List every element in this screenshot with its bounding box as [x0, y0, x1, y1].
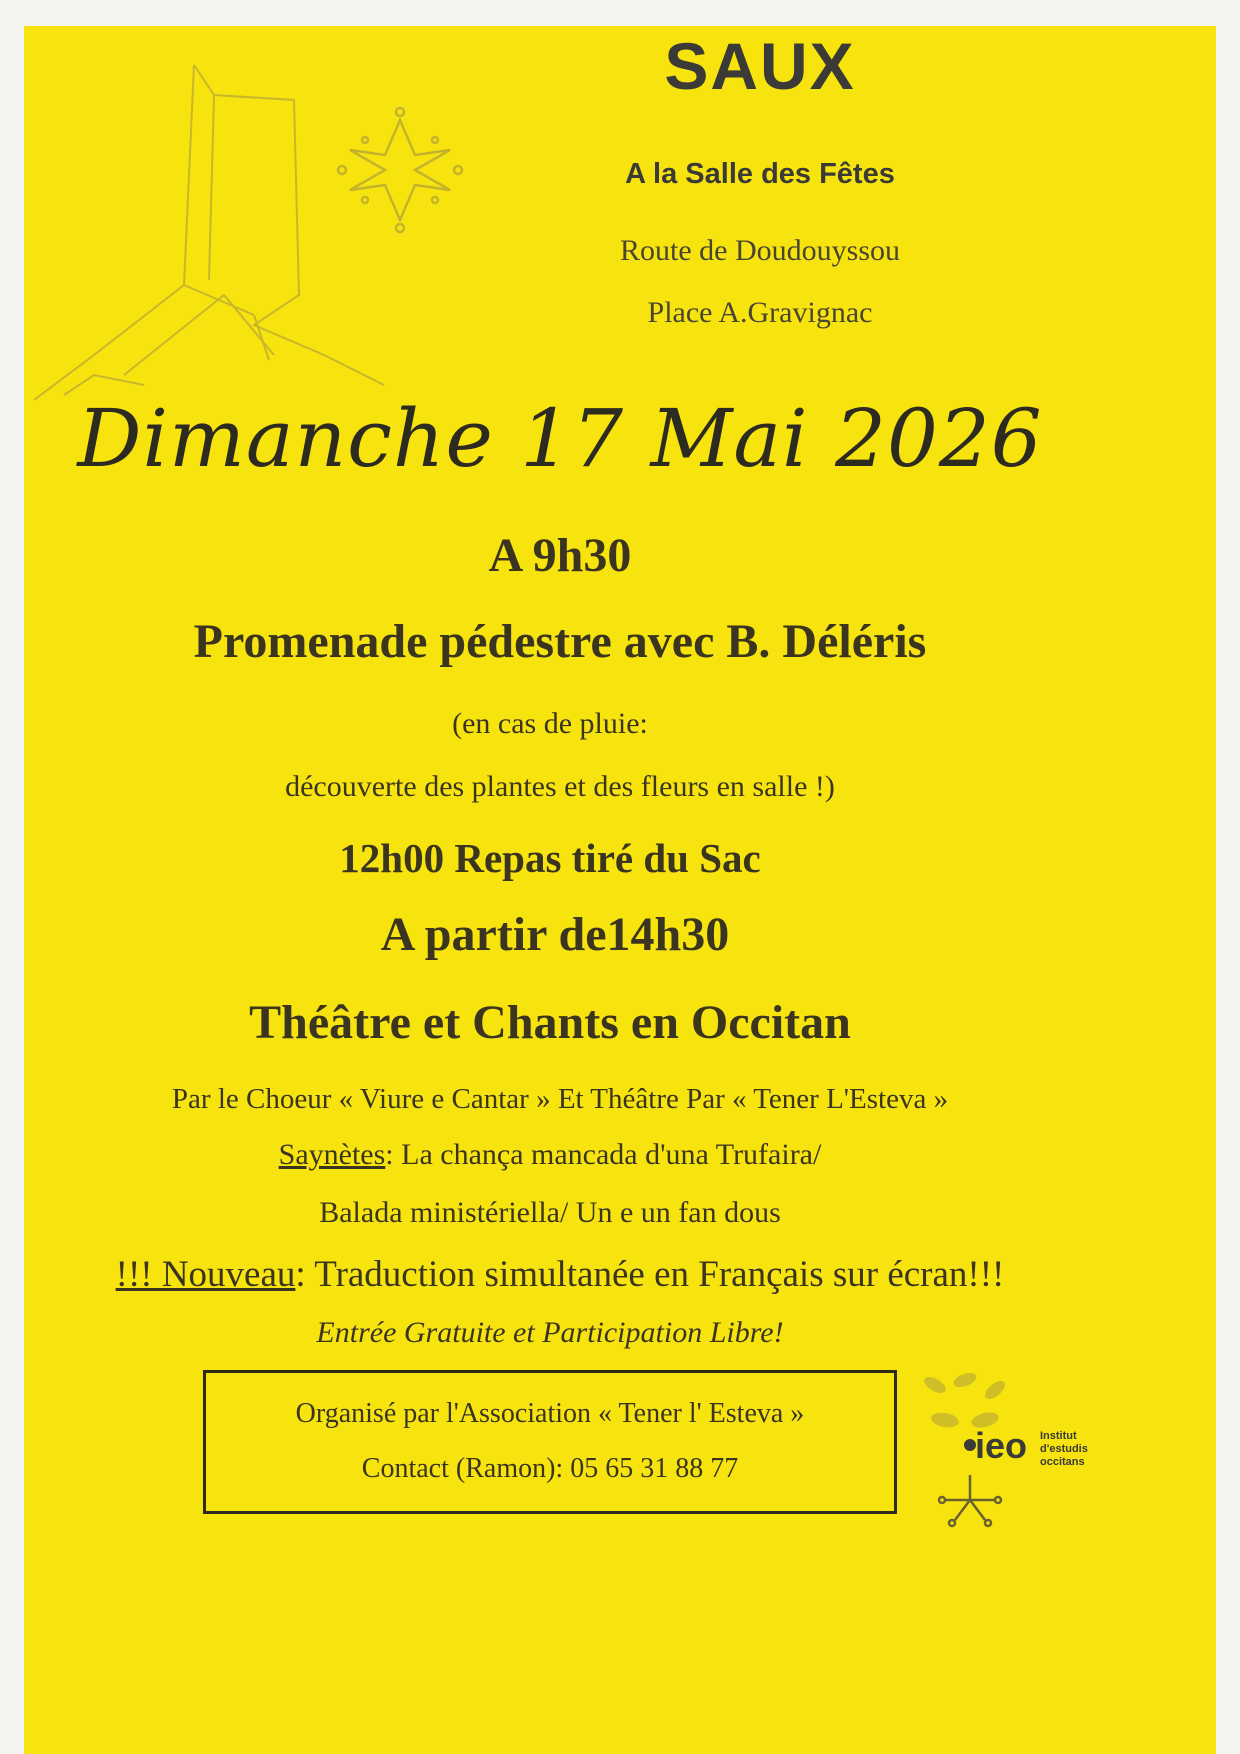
ieo-abbreviation: ieo	[975, 1425, 1028, 1466]
organizer-box	[203, 1370, 897, 1514]
saynetes-line-1	[150, 1138, 950, 1172]
morning-time: A 9h30	[488, 529, 632, 582]
walk-activity: Promenade pédestre avec B. Déléris	[193, 615, 927, 668]
address-line-1: Route de Doudouyssou	[620, 234, 900, 267]
ieo-name-line-3: occitans	[1040, 1456, 1085, 1468]
new-feature-line	[30, 1253, 1090, 1296]
event-date: Dimanche 17 Mai 2026	[77, 392, 1043, 485]
saynetes-label: Saynètes	[278, 1138, 386, 1171]
organizer-line: Organisé par l'Association « Tener l' Esteva »	[295, 1398, 805, 1429]
new-feature-text: : Traduction simultanée en Français sur écran!!!	[295, 1254, 1005, 1295]
ieo-name-line-2: d'estudis	[1040, 1443, 1088, 1455]
contact-line: Contact (Ramon): 05 65 31 88 77	[361, 1453, 739, 1484]
town-title: SAUX	[664, 29, 856, 103]
occitan-cross-icon	[330, 100, 470, 240]
show-title: Théâtre et Chants en Occitan	[249, 996, 851, 1049]
address-line-2: Place A.Gravignac	[647, 296, 873, 329]
lunch-line: 12h00 Repas tiré du Sac	[339, 835, 761, 881]
new-label: !!! Nouveau	[115, 1254, 296, 1295]
rain-note-line-2: découverte des plantes et des fleurs en salle !)	[285, 770, 835, 803]
afternoon-time: A partir de14h30	[380, 908, 730, 961]
saynetes-title-1: : La chança mancada d'una Trufaira/	[385, 1138, 822, 1171]
rain-note-line-1: (en cas de pluie:	[452, 707, 648, 740]
performers-line: Par le Choeur « Viure e Cantar » Et Théâtre Par « Tener L'Esteva »	[171, 1083, 949, 1115]
saynetes-line-2: Balada ministériella/ Un e un fan dous	[319, 1196, 781, 1229]
entry-info: Entrée Gratuite et Participation Libre!	[316, 1316, 784, 1349]
ieo-name-line-1: Institut	[1040, 1430, 1077, 1442]
venue-name: A la Salle des Fêtes	[625, 158, 895, 190]
ieo-cross-icon	[930, 1470, 1010, 1530]
